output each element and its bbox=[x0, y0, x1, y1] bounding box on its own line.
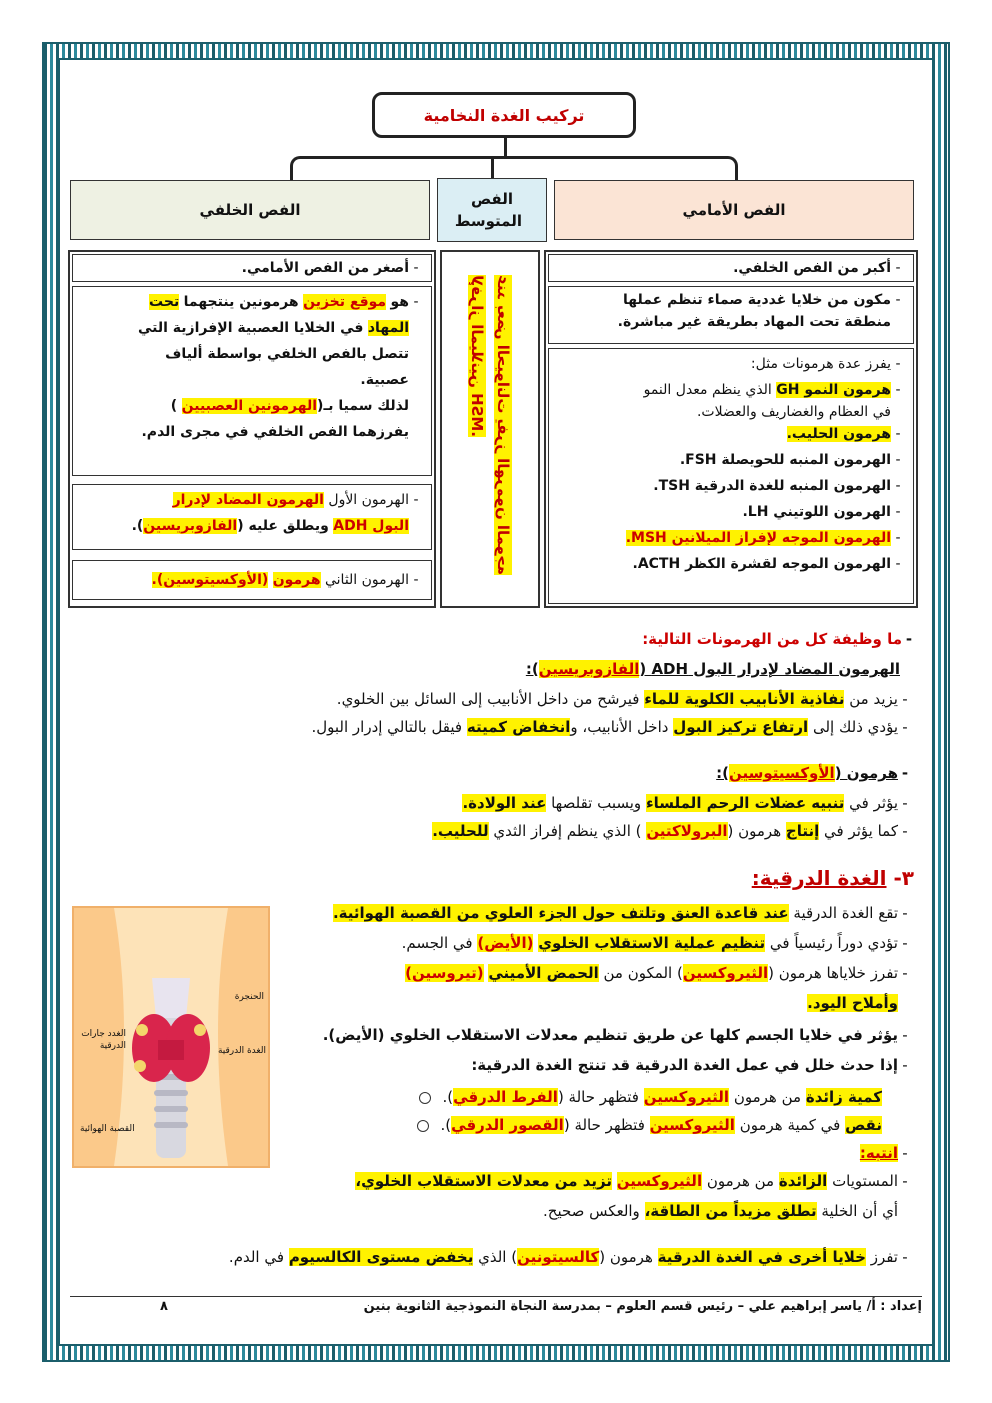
figure-label-larynx: الحنجرة bbox=[234, 992, 264, 1002]
header-middle-lobe: الفص المتوسط bbox=[437, 178, 547, 242]
thyroid-note-line-1: -المستويات الزائدة من هرمون الثيروكسين تزيد من معدلات الاستقلاب الخلوي، bbox=[355, 1172, 908, 1190]
back-cell-oxytocin: -الهرمون الثاني هرمون (الأوكسيتوسين). bbox=[72, 560, 432, 600]
thyroid-line-2: -تؤدي دوراً رئيسياً في تنظيم عملية الاستقلاب الخلوي (الأيض) في الجسم. bbox=[401, 934, 908, 952]
oxytocin-heading: -هرمون (الأوكسيتوسين): bbox=[716, 764, 909, 782]
connector-stem bbox=[504, 138, 507, 156]
thyroid-note-line-2: أي أن الخلية تطلق مزيداً من الطاقة، والعكس صحيح. bbox=[543, 1202, 898, 1220]
figure-label-parathyroid: الغدد جارات الدرقية bbox=[81, 1029, 126, 1051]
front-cell-composition: -مكون من خلايا غددية صماء تنظم عملها منطقة تحت المهاد بطريقة غير مباشرة. bbox=[548, 286, 914, 344]
adh-line-2: -يؤدي ذلك إلى ارتفاع تركيز البول داخل الأنابيب، وانخفاض كميته فيقل بالتالي إدرار البول. bbox=[311, 718, 908, 736]
adh-heading: الهرمون المضاد لإدرار البول ADH (الفازوبريسين): bbox=[525, 660, 900, 678]
thyroid-line-4: -يؤثر في خلايا الجسم كلها عن طريق تنظيم معدلات الاستقلاب الخلوي (الأيض). bbox=[322, 1026, 908, 1044]
footer-credit: إعداد : أ/ ياسر إبراهيم علي – رئيس قسم العلوم – بمدرسة النجاة النموذجية الثانوية بنين bbox=[363, 1299, 922, 1314]
thyroid-line-3b: وأملاح اليود. bbox=[807, 994, 898, 1012]
back-cell-size: -أصغر من الفص الأمامي. bbox=[72, 254, 432, 282]
adh-line-1: -يزيد من نفاذية الأنابيب الكلوية للماء فيرشح من داخل الأنابيب إلى السائل بين الخلوي. bbox=[336, 690, 908, 708]
thyroid-line-1: -تقع الغدة الدرقية عند قاعدة العنق وتلتف حول الجزء العلوي من القصبة الهوائية. bbox=[332, 904, 908, 922]
thyroid-note-heading: -انتبه: bbox=[859, 1144, 908, 1162]
calcitonin-line: -تفرز خلايا أخرى في الغدة الدرقية هرمون (كالسيتونين) الذي يخفض مستوى الكالسيوم في الدم. bbox=[228, 1248, 908, 1266]
front-cell-hormones: -يفرز عدة هرمونات مثل: -هرمون النمو GH الذي ينظم معدل النمو في العظام والغضاريف والعضلات. -هرمون الحليب. -الهرمون المنبه للحويصلة FSH. -الهرمون المنبه للغدة الدرقية TSH. -الهرمون اللوتيني LH. -الهرمون الموجه لإفراز الميلانين MSH. -الهرمون الموجه لقشرة الكظر ACTH. bbox=[548, 348, 914, 604]
oxytocin-line-1: -يؤثر في تنبيه عضلات الرحم الملساء ويسبب تقلصها عند الولادة. bbox=[462, 794, 908, 812]
header-front-lobe: الفص الأمامي bbox=[554, 180, 914, 240]
back-cell-adh: -الهرمون الأول الهرمون المضاد لإدرار البول ADH ويطلق عليه (الفازوبريسين). bbox=[72, 484, 432, 550]
middle-lobe-note: عند بعض الحيوانات يفرز الهرمون الموجه لإفراز الميلانين MSH. bbox=[468, 275, 512, 576]
thyroid-option-1: كمية زائدة من هرمون الثيروكسين فتظهر حالة (الفرط الدرقي). bbox=[409, 1088, 882, 1106]
footer bbox=[70, 1296, 922, 1314]
page-number: ٨ bbox=[160, 1299, 168, 1314]
thyroid-figure bbox=[72, 906, 270, 1168]
thyroid-heading: ٣- الغدة الدرقية: bbox=[751, 866, 914, 890]
connector-arms bbox=[290, 156, 738, 180]
diagram-title: تركيب الغدة النخامية bbox=[372, 92, 636, 138]
header-back-lobe: الفص الخلفي bbox=[70, 180, 430, 240]
thyroid-option-2: نقص في كمية هرمون الثيروكسين فتظهر حالة (القصور الدرقي). bbox=[407, 1116, 882, 1134]
oxytocin-line-2: -كما يؤثر في إنتاج هرمون (البرولاكتين ) الذي ينظم إفراز الثدي للحليب. bbox=[432, 822, 908, 840]
figure-label-trachea: القصبة الهوائية bbox=[80, 1124, 135, 1134]
connector-middle bbox=[491, 156, 494, 178]
front-cell-size: -أكبر من الفص الخلفي. bbox=[548, 254, 914, 282]
figure-label-thyroid: الغدة الدرقية bbox=[217, 1046, 266, 1056]
functions-heading: -ما وظيفة كل من الهرمونات التالية: bbox=[642, 630, 913, 648]
back-cell-storage: -هو موقع تخزين هرمونين ينتجهما تحت المهاد في الخلايا العصبية الإفرازية التي تتصل بالفص الخلفي بواسطة ألياف عصبية. لذلك سميا بـ(الهرمونين العصبيين ) يفرزهما الفص الخلفي في مجرى الدم. bbox=[72, 286, 432, 476]
thyroid-line-3: -تفرز خلاياها هرمون (الثيروكسين) المكون من الحمض الأميني (تيروسين) bbox=[405, 964, 908, 982]
thyroid-line-5: -إذا حدث خلل في عمل الغدة الدرقية قد تنتج الغدة الدرقية: bbox=[471, 1056, 908, 1074]
